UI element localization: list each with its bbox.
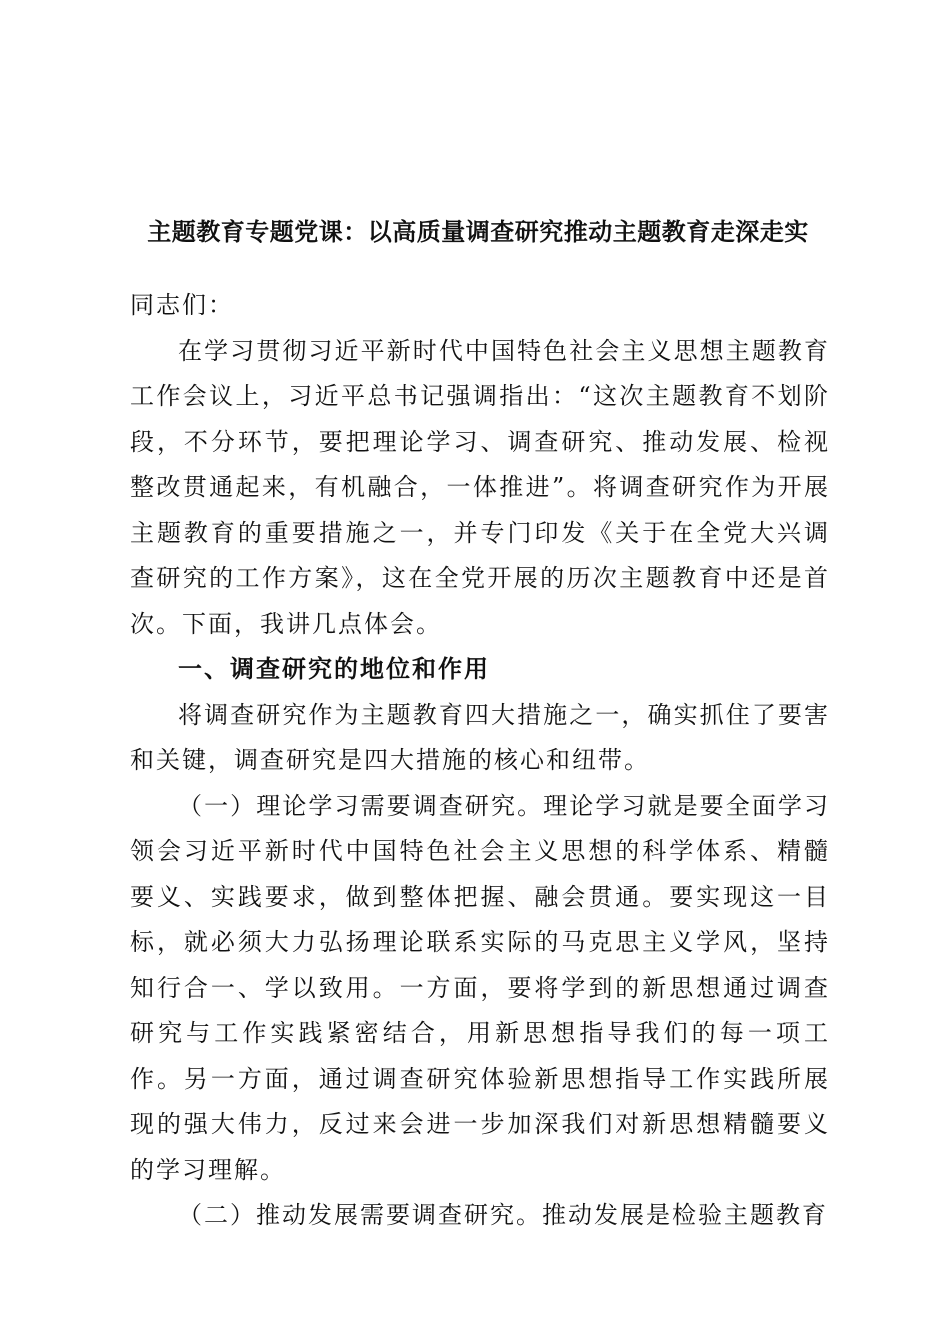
salutation: 同志们： [130,291,234,319]
point-one-paragraph: （一）理论学习需要调查研究。理论学习就是要全面学习领会习近平新时代中国特色社会主义思想的科学体系、精髓要义、实践要求，做到整体把握、融会贯通。要实现这一目标，就必须大力弘扬理论联系实际的马克思主义学风，坚持知行合一、学以致用。一方面，要将学到的新思想通过调查研究与工作实践紧密结合，用新思想指导我们的每一项工作。另一方面，通过调查研究体验新思想指导工作实践所展现的强大伟力，反过来会进一步加深我们对新思想精髓要义的学习理解。 [130,791,830,1184]
section-lead-paragraph: 将调查研究作为主题教育四大措施之一，确实抓住了要害和关键，调查研究是四大措施的核心和纽带。 [130,700,830,774]
point-two-paragraph: （二）推动发展需要调查研究。推动发展是检验主题教育 [178,1201,828,1229]
section-heading: 一、调查研究的地位和作用 [178,655,490,683]
document-title: 主题教育专题党课：以高质量调查研究推动主题教育走深走实 [147,218,809,246]
document-body [130,283,830,1239]
intro-paragraph: 在学习贯彻习近平新时代中国特色社会主义思想主题教育工作会议上，习近平总书记强调指出：“这次主题教育不划阶段，不分环节，要把理论学习、调查研究、推动发展、检视整改贯通起来，有机融合，一体推进”。将调查研究作为开展主题教育的重要措施之一，并专门印发《关于在全党大兴调查研究的工作方案》，这在全党开展的历次主题教育中还是首次。下面，我讲几点体会。 [130,336,830,638]
